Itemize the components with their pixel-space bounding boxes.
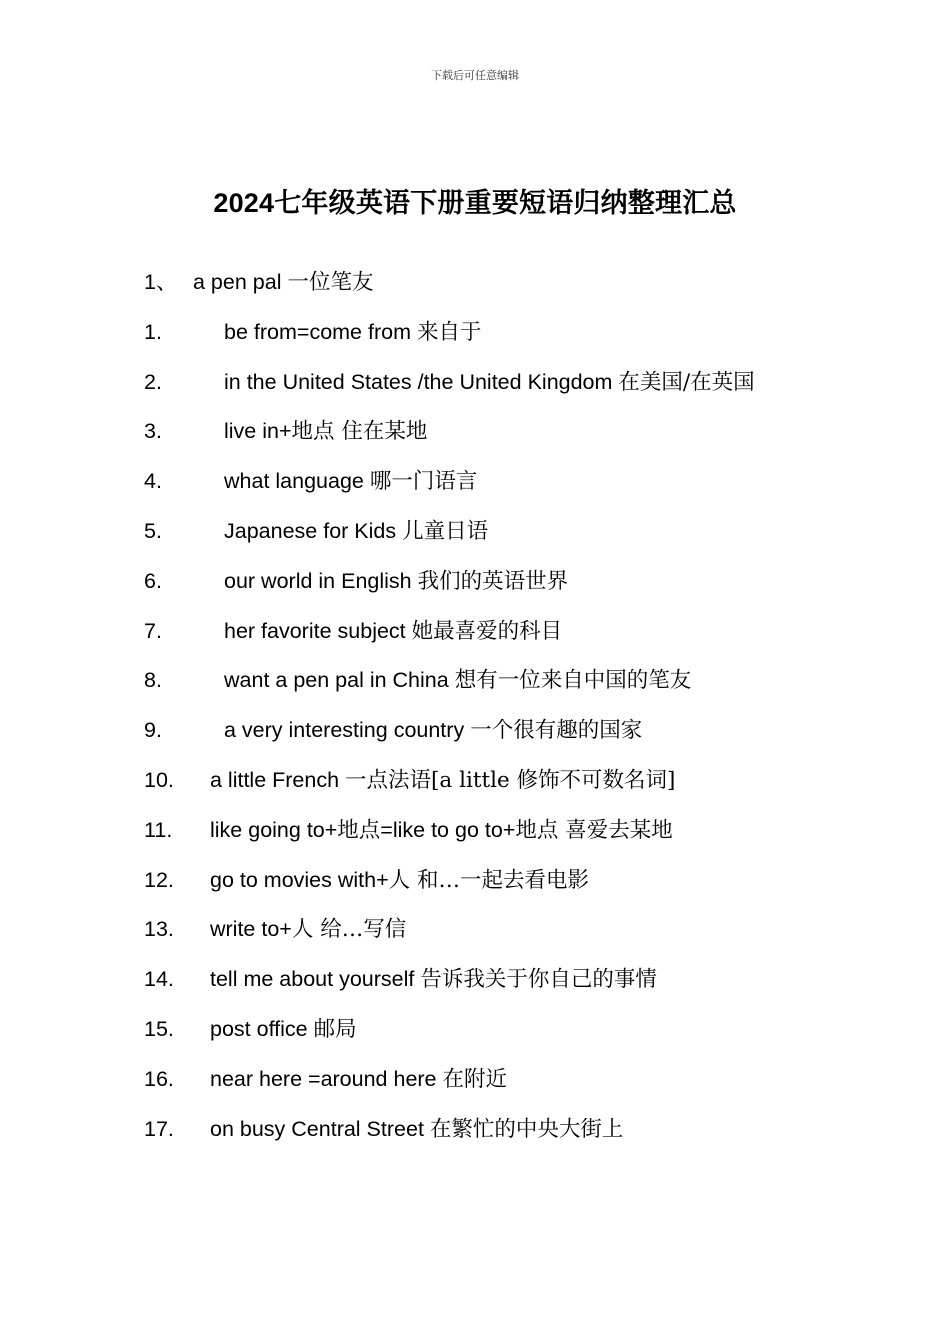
item-text bbox=[224, 706, 642, 756]
english-phrase: her favorite subject bbox=[224, 618, 406, 643]
english-phrase: a pen pal bbox=[193, 270, 282, 294]
chinese-meaning: 人 给…写信 bbox=[291, 917, 407, 943]
phrase-item bbox=[144, 905, 804, 955]
item-text bbox=[210, 756, 675, 806]
item-text bbox=[210, 806, 673, 856]
phrase-item bbox=[144, 457, 804, 507]
item-number: 15. bbox=[144, 1016, 174, 1041]
phrase-list bbox=[144, 258, 804, 1154]
item-text bbox=[224, 557, 568, 607]
chinese-meaning: 她最喜爱的科目 bbox=[411, 618, 563, 644]
item-number: 11. bbox=[144, 817, 173, 842]
chinese-meaning: 在繁忙的中央大街上 bbox=[429, 1116, 624, 1142]
english-phrase: like going to+地点=like to go to+ bbox=[210, 817, 516, 842]
item-number: 1、 bbox=[144, 270, 178, 294]
item-number: 16. bbox=[144, 1066, 174, 1091]
item-text bbox=[224, 457, 477, 507]
english-phrase: a very interesting country bbox=[224, 718, 465, 743]
english-phrase: what language bbox=[224, 469, 364, 494]
english-phrase: go to movies with+ bbox=[210, 867, 389, 892]
phrase-item bbox=[144, 1055, 804, 1105]
phrase-item bbox=[144, 756, 804, 806]
chinese-meaning: 一点法语[a little 修饰不可数名词] bbox=[345, 767, 676, 793]
phrase-item bbox=[144, 507, 804, 557]
item-text bbox=[193, 258, 373, 308]
phrase-item bbox=[144, 1105, 804, 1155]
item-number: 17. bbox=[144, 1116, 174, 1141]
chinese-meaning: 地点 喜爱去某地 bbox=[515, 817, 673, 843]
item-text bbox=[210, 1055, 507, 1105]
english-phrase: post office bbox=[210, 1016, 308, 1041]
phrase-item bbox=[144, 856, 804, 906]
item-text bbox=[210, 955, 657, 1005]
chinese-meaning: 哪一门语言 bbox=[369, 469, 478, 495]
phrase-item bbox=[144, 258, 804, 308]
chinese-meaning: 地点 住在某地 bbox=[291, 419, 428, 445]
item-number: 8. bbox=[144, 668, 162, 693]
item-number: 3. bbox=[144, 419, 162, 444]
english-phrase: live in+ bbox=[224, 419, 292, 444]
phrase-item bbox=[144, 358, 804, 408]
chinese-meaning: 一位笔友 bbox=[287, 270, 374, 295]
english-phrase: tell me about yourself bbox=[210, 967, 415, 992]
item-number: 4. bbox=[144, 469, 162, 494]
english-phrase: write to+ bbox=[210, 917, 292, 942]
item-text bbox=[224, 607, 562, 657]
item-number: 6. bbox=[144, 568, 162, 593]
phrase-item bbox=[144, 607, 804, 657]
item-text bbox=[224, 507, 488, 557]
item-number: 10. bbox=[144, 767, 174, 792]
item-text bbox=[210, 905, 406, 955]
english-phrase: a little French bbox=[210, 767, 340, 792]
english-phrase: Japanese for Kids bbox=[224, 518, 397, 543]
item-number: 2. bbox=[144, 369, 162, 394]
english-phrase: want a pen pal in China bbox=[224, 668, 449, 693]
page-header-note: 下载后可任意编辑 bbox=[431, 69, 519, 82]
chinese-meaning: 邮局 bbox=[313, 1016, 357, 1042]
item-number: 12. bbox=[144, 867, 174, 892]
item-text bbox=[224, 370, 755, 394]
phrase-item bbox=[144, 557, 804, 607]
english-phrase: be from=come from bbox=[224, 319, 411, 344]
english-phrase: our world in English bbox=[224, 568, 412, 593]
item-text bbox=[224, 407, 427, 457]
chinese-meaning: 人 和…一起去看电影 bbox=[388, 867, 589, 893]
phrase-item bbox=[144, 806, 804, 856]
phrase-item bbox=[144, 955, 804, 1005]
item-number: 13. bbox=[144, 917, 174, 942]
item-number: 5. bbox=[144, 518, 162, 543]
english-phrase: on busy Central Street bbox=[210, 1116, 424, 1141]
phrase-item bbox=[144, 656, 804, 706]
chinese-meaning: 来自于 bbox=[416, 319, 482, 345]
item-number: 14. bbox=[144, 967, 174, 992]
chinese-meaning: 儿童日语 bbox=[402, 518, 489, 544]
english-phrase: in the United States /the United Kingdom bbox=[224, 369, 613, 394]
phrase-item bbox=[144, 1005, 804, 1055]
phrase-item bbox=[144, 308, 804, 358]
item-number: 7. bbox=[144, 618, 162, 643]
phrase-item bbox=[144, 407, 804, 457]
chinese-meaning: 告诉我关于你自己的事情 bbox=[420, 967, 657, 993]
item-text bbox=[224, 656, 691, 706]
item-text bbox=[210, 1105, 623, 1155]
chinese-meaning: 在附近 bbox=[442, 1066, 508, 1092]
item-text bbox=[210, 1005, 357, 1055]
item-number: 9. bbox=[144, 718, 162, 743]
document-title: 2024七年级英语下册重要短语归纳整理汇总 bbox=[213, 188, 737, 218]
english-phrase: near here =around here bbox=[210, 1066, 437, 1091]
chinese-meaning: 一个很有趣的国家 bbox=[470, 718, 643, 744]
item-number: 1. bbox=[144, 319, 162, 344]
chinese-meaning: 在美国/在英国 bbox=[618, 369, 755, 395]
chinese-meaning: 想有一位来自中国的笔友 bbox=[454, 668, 692, 694]
item-text bbox=[210, 856, 589, 906]
item-text bbox=[224, 308, 482, 358]
phrase-item bbox=[144, 706, 804, 756]
chinese-meaning: 我们的英语世界 bbox=[417, 568, 569, 594]
